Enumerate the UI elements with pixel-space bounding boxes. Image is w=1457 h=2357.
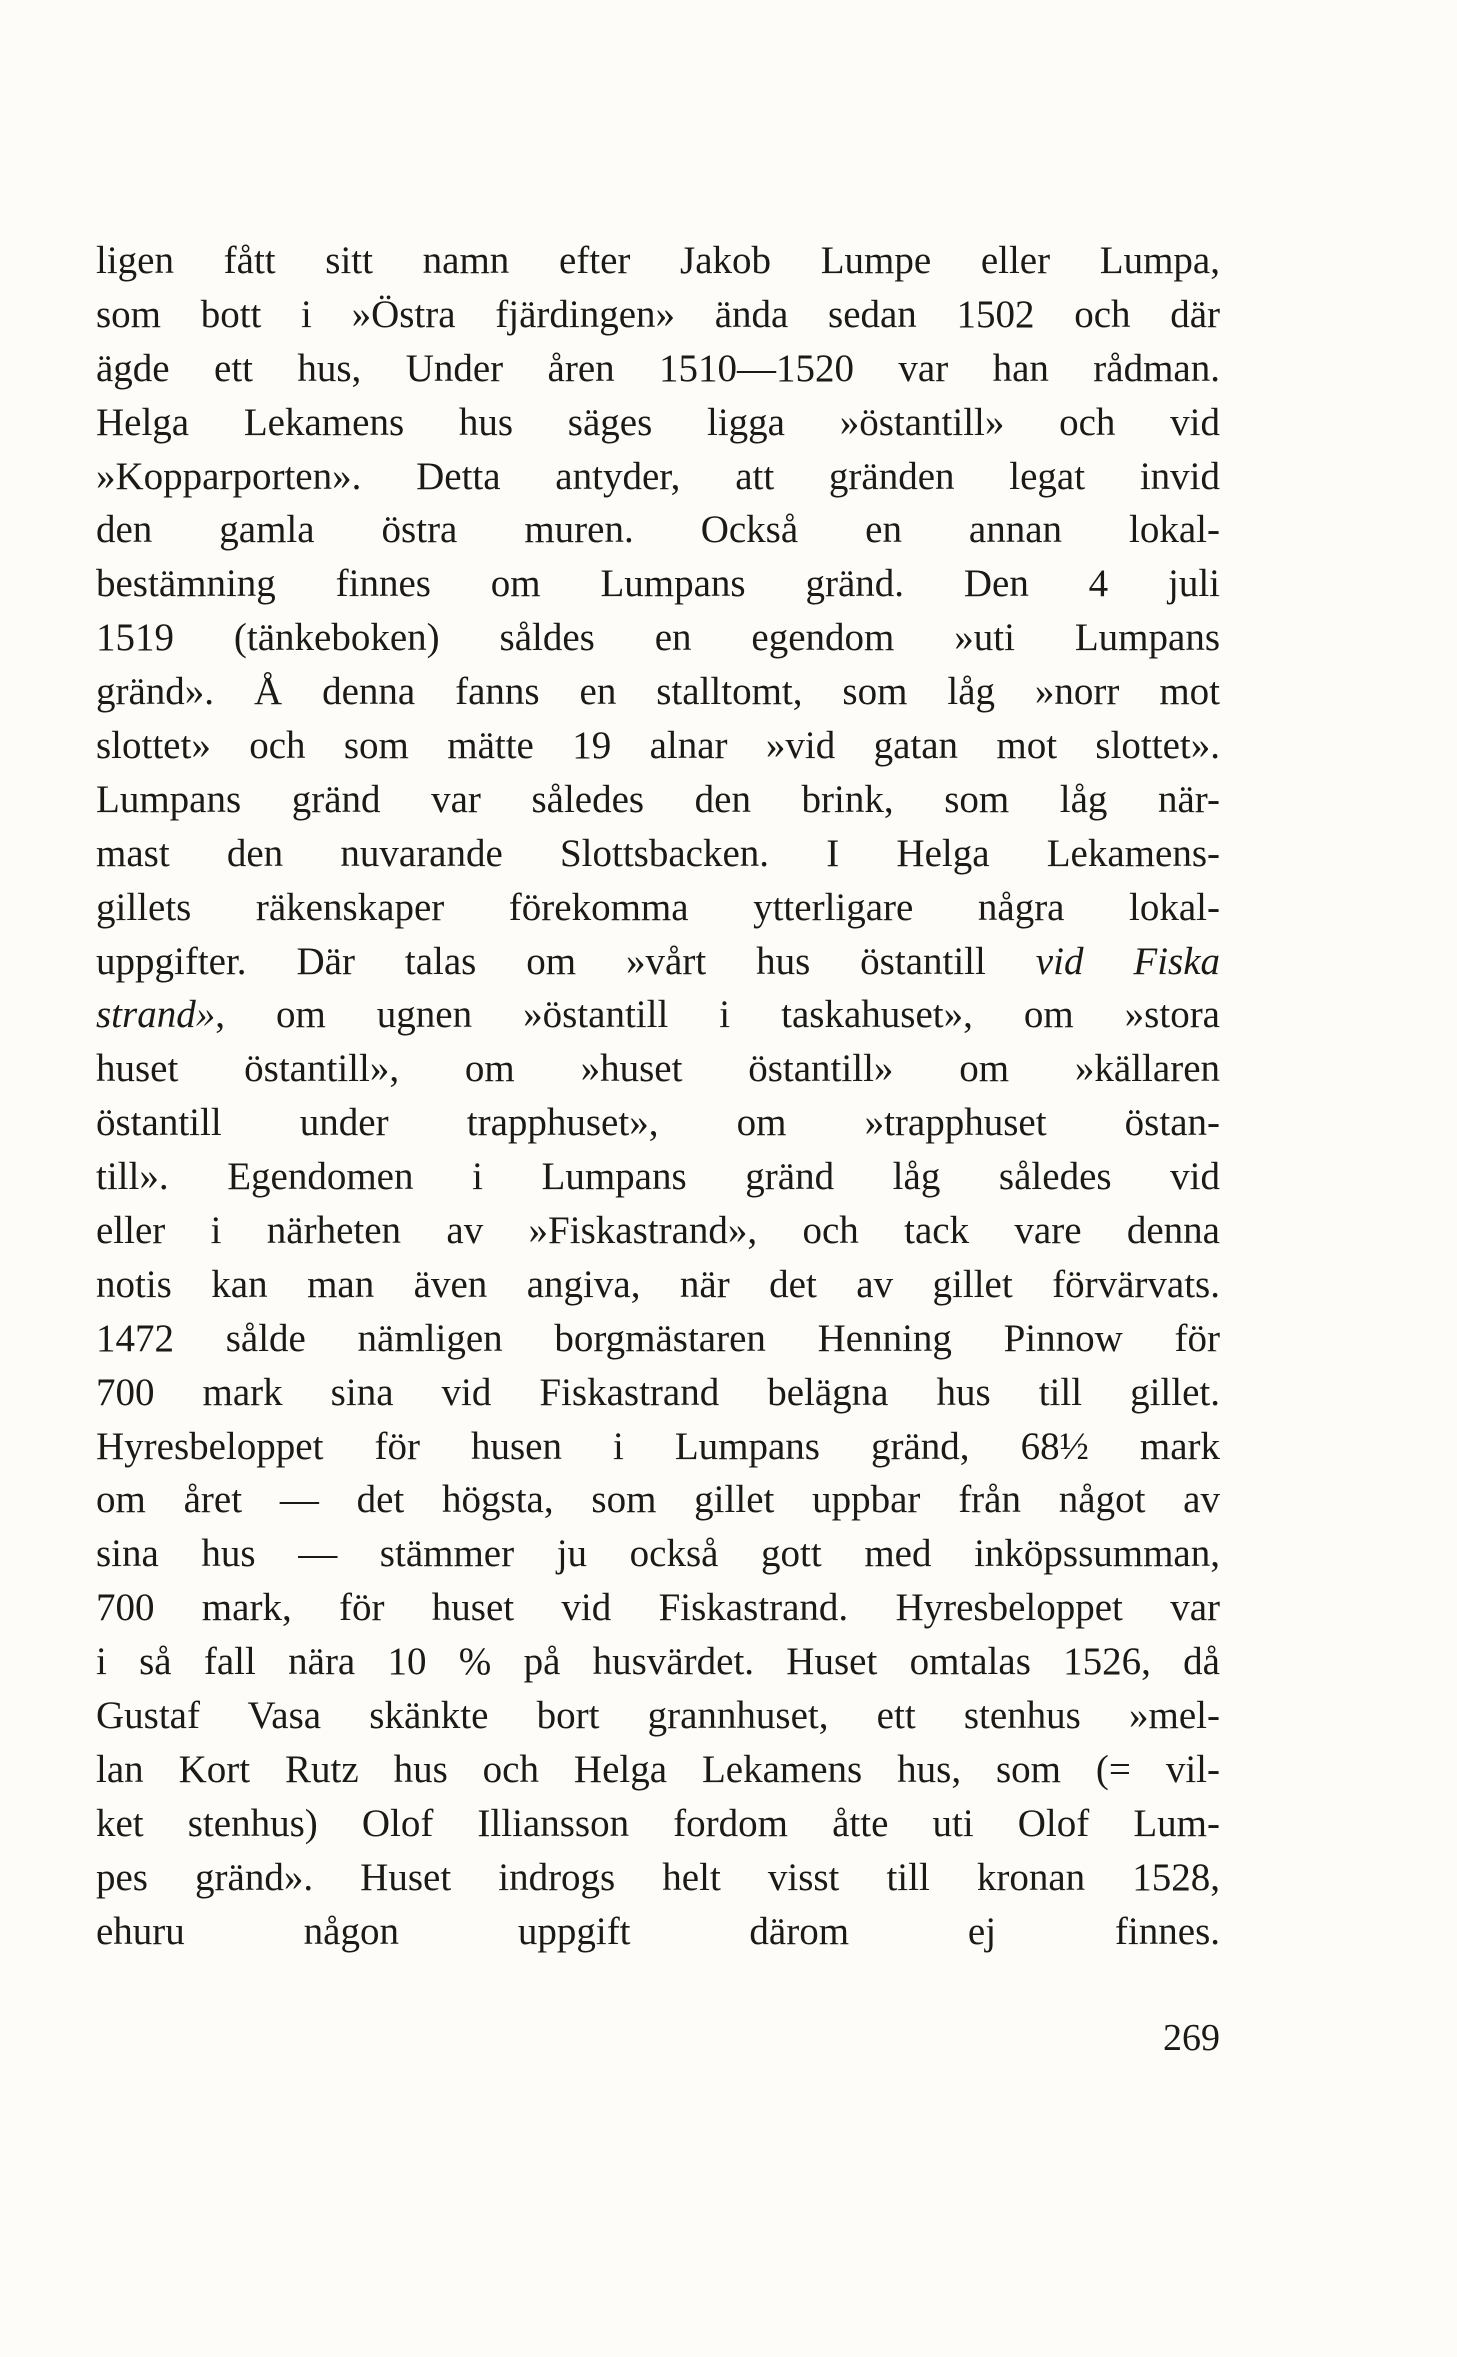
text-line: gränd». Å denna fanns en stalltomt, som låg »norr mot <box>96 670 1220 714</box>
text-line: pes gränd». Huset indrogs helt visst till kronan 1528, <box>96 1855 1220 1899</box>
body-text <box>96 234 1220 2012</box>
text-line: ket stenhus) Olof Illiansson fordom åtte uti Olof Lum- <box>96 1801 1220 1845</box>
text-line: huset östantill», om »huset östantill» om »källaren <box>96 1047 1220 1091</box>
text-line: Lumpans gränd var således den brink, som låg när- <box>96 777 1220 821</box>
text-line: i så fall nära 10 % på husvärdet. Huset omtalas 1526, då <box>96 1640 1220 1684</box>
page-number: 269 <box>1163 2017 1220 2059</box>
text-line: gillets räkenskaper förekomma ytterligare några lokal- <box>96 885 1220 929</box>
text-line: den gamla östra muren. Också en annan lokal- <box>96 508 1220 552</box>
text-line: »Kopparporten». Detta antyder, att gränden legat invid <box>96 454 1220 498</box>
text-line-mixed <box>96 935 1220 989</box>
text-line: mast den nuvarande Slottsbacken. I Helga Lekamens- <box>96 831 1220 875</box>
italic-place-name: strand» <box>96 993 216 1037</box>
text-line: slottet» och som mätte 19 alnar »vid gatan mot slottet». <box>96 724 1220 768</box>
text-line: 700 mark sina vid Fiskastrand belägna hus till gillet. <box>96 1370 1220 1414</box>
text-line: om året — det högsta, som gillet uppbar från något av <box>96 1478 1220 1522</box>
text-line: eller i närheten av »Fiskastrand», och tack vare denna <box>96 1209 1220 1253</box>
text-line: ehuru någon uppgift därom ej finnes. <box>96 1909 1220 1953</box>
text-line: Gustaf Vasa skänkte bort grannhuset, ett stenhus »mel- <box>96 1694 1220 1738</box>
text-segment: uppgifter. Där talas om »vårt hus östantill <box>96 939 986 983</box>
text-line: sina hus — stämmer ju också gott med inköpssumman, <box>96 1532 1220 1576</box>
text-line: notis kan man även angiva, när det av gillet förvärvats. <box>96 1262 1220 1306</box>
text-line: 700 mark, för huset vid Fiskastrand. Hyresbeloppet var <box>96 1586 1220 1630</box>
text-line: ägde ett hus, Under åren 1510—1520 var han rådman. <box>96 346 1220 390</box>
text-line: östantill under trapphuset», om »trapphuset östan- <box>96 1101 1220 1145</box>
text-line: 1519 (tänkeboken) såldes en egendom »uti Lumpans <box>96 616 1220 660</box>
italic-place-name: vid Fiska <box>1035 939 1220 983</box>
text-line: 1472 sålde nämligen borgmästaren Henning Pinnow för <box>96 1316 1220 1360</box>
text-line: till». Egendomen i Lumpans gränd låg således vid <box>96 1155 1220 1199</box>
text-line-mixed <box>96 988 1220 1042</box>
text-line: ligen fått sitt namn efter Jakob Lumpe eller Lumpa, <box>96 239 1220 282</box>
text-line: Helga Lekamens hus säges ligga »östantill» och vid <box>96 400 1220 444</box>
text-line: som bott i »Östra fjärdingen» ända sedan 1502 och där <box>96 292 1220 336</box>
text-line: Hyresbeloppet för husen i Lumpans gränd, 68½ mark <box>96 1424 1220 1468</box>
text-segment: , om ugnen »östantill i taskahuset», om »stora <box>215 993 1220 1037</box>
text-line: bestämning finnes om Lumpans gränd. Den 4 juli <box>96 562 1220 606</box>
text-line: lan Kort Rutz hus och Helga Lekamens hus, som (= vil- <box>96 1747 1220 1791</box>
text-line <box>96 1959 1220 2013</box>
